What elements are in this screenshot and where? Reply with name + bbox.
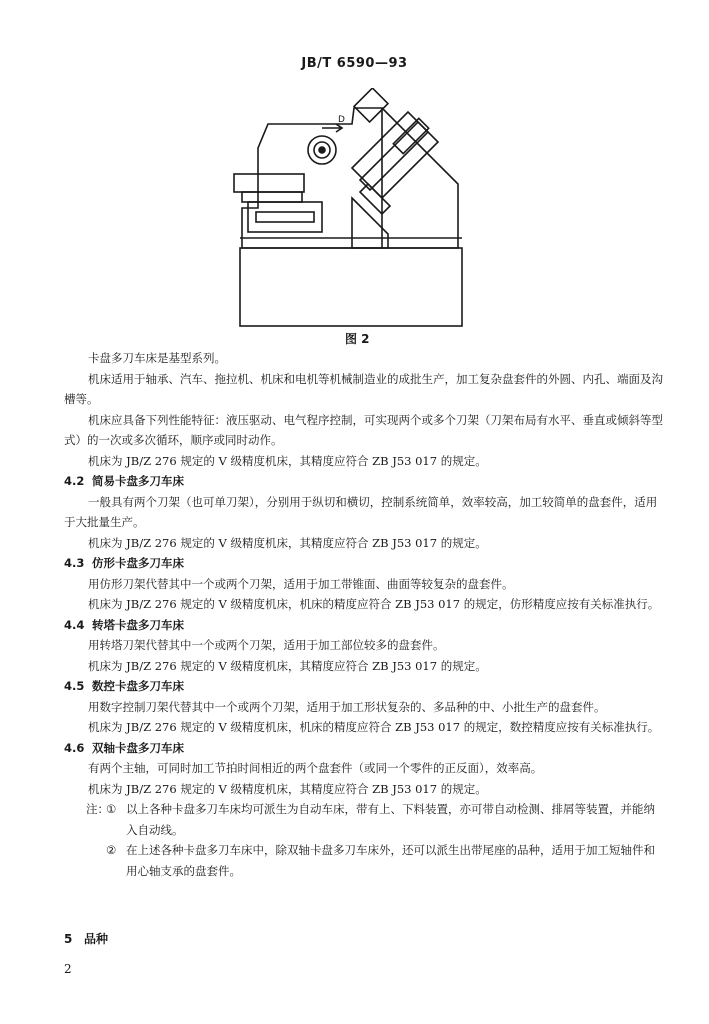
section-title: 简易卡盘多刀车床 bbox=[92, 474, 185, 488]
section-heading bbox=[64, 553, 664, 574]
section-title: 转塔卡盘多刀车床 bbox=[92, 617, 185, 632]
section-number: 4.4 bbox=[64, 617, 85, 632]
intro-paragraph: 机床应具备下列性能特征：液压驱动、电气程序控制，可实现两个或多个刀架（刀架布局有水平、垂直或倾斜等型式）的一次或多次循环，顺序或同时动作。 bbox=[64, 412, 663, 447]
figure-dimension-label: D bbox=[338, 115, 345, 125]
section-title: 品种 bbox=[84, 932, 109, 946]
section-paragraph: 机床为 JB/Z 276 规定的 V 级精度机床，其精度应符合 ZB J53 017 的规定。 bbox=[88, 781, 487, 796]
section-paragraph: 机床为 JB/Z 276 规定的 V 级精度机床，机床的精度应符合 ZB J53 017 的规定，仿形精度应按有关标准执行。 bbox=[88, 597, 660, 611]
section-paragraph: 用仿形刀架代替其中一个或两个刀架，适用于加工带锥面、曲面等较复杂的盘套件。 bbox=[88, 576, 514, 591]
intro-paragraph: 机床为 JB/Z 276 规定的 V 级精度机床，其精度应符合 ZB J53 017 的规定。 bbox=[88, 453, 487, 468]
note-item bbox=[64, 799, 664, 840]
section-number: 4.6 bbox=[64, 740, 85, 755]
section-heading bbox=[64, 615, 664, 636]
section-paragraph: 机床为 JB/Z 276 规定的 V 级精度机床，其精度应符合 ZB J53 017 的规定。 bbox=[88, 658, 487, 673]
intro-paragraph: 卡盘多刀车床是基型系列。 bbox=[88, 351, 226, 365]
page-number: 2 bbox=[64, 962, 72, 976]
section-heading bbox=[64, 471, 664, 492]
section-number: 4.5 bbox=[64, 679, 85, 693]
lathe-figure bbox=[212, 88, 474, 328]
note-marker: ① bbox=[106, 802, 117, 816]
body-text bbox=[64, 348, 664, 881]
figure-caption: 图 2 bbox=[345, 332, 370, 346]
section-paragraph: 一般具有两个刀架（也可单刀架），分别用于纵切和横切，控制系统简单，效率较高，加工较简单的盘套件，适用于大批量生产。 bbox=[64, 494, 658, 529]
note-label: 注： bbox=[86, 802, 109, 816]
intro-paragraph: 机床适用于轴承、汽车、拖拉机、机床和电机等机械制造业的成批生产，加工复杂盘套件的外圆、内孔、端面及沟槽等。 bbox=[64, 371, 663, 406]
section-number: 4.3 bbox=[64, 556, 85, 570]
section-title: 数控卡盘多刀车床 bbox=[92, 679, 185, 693]
note-item bbox=[64, 840, 664, 881]
section-paragraph: 用转塔刀架代替其中一个或两个刀架，适用于加工部位较多的盘套件。 bbox=[88, 638, 445, 652]
section-title: 双轴卡盘多刀车床 bbox=[92, 740, 185, 755]
note-text: 以上各种卡盘多刀车床均可派生为自动车床，带有上、下料装置，亦可带自动检测、排屑等装置，并能纳入自动线。 bbox=[126, 802, 655, 837]
note-marker: ② bbox=[106, 843, 117, 857]
section-number: 5 bbox=[64, 932, 73, 946]
note-text: 在上述各种卡盘多刀车床中，除双轴卡盘多刀车床外，还可以派生出带尾座的品种，适用于加工短轴件和用心轴支承的盘套件。 bbox=[126, 843, 655, 878]
section-5-heading bbox=[64, 930, 108, 947]
section-paragraph: 有两个主轴，可同时加工节拍时间相近的两个盘套件（或同一个零件的正反面），效率高。 bbox=[88, 761, 543, 775]
section-paragraph: 用数字控制刀架代替其中一个或两个刀架，适用于加工形状复杂的、多品种的中、小批生产的盘套件。 bbox=[88, 699, 606, 714]
section-heading bbox=[64, 676, 664, 697]
section-paragraph: 机床为 JB/Z 276 规定的 V 级精度机床，其精度应符合 ZB J53 017 的规定。 bbox=[88, 535, 487, 550]
section-title: 仿形卡盘多刀车床 bbox=[92, 556, 185, 570]
section-number: 4.2 bbox=[64, 474, 85, 488]
section-paragraph: 机床为 JB/Z 276 规定的 V 级精度机床，机床的精度应符合 ZB J53 017 的规定，数控精度应按有关标准执行。 bbox=[88, 720, 660, 734]
page-header: JB/T 6590—93 bbox=[301, 56, 408, 71]
section-heading bbox=[64, 738, 664, 759]
